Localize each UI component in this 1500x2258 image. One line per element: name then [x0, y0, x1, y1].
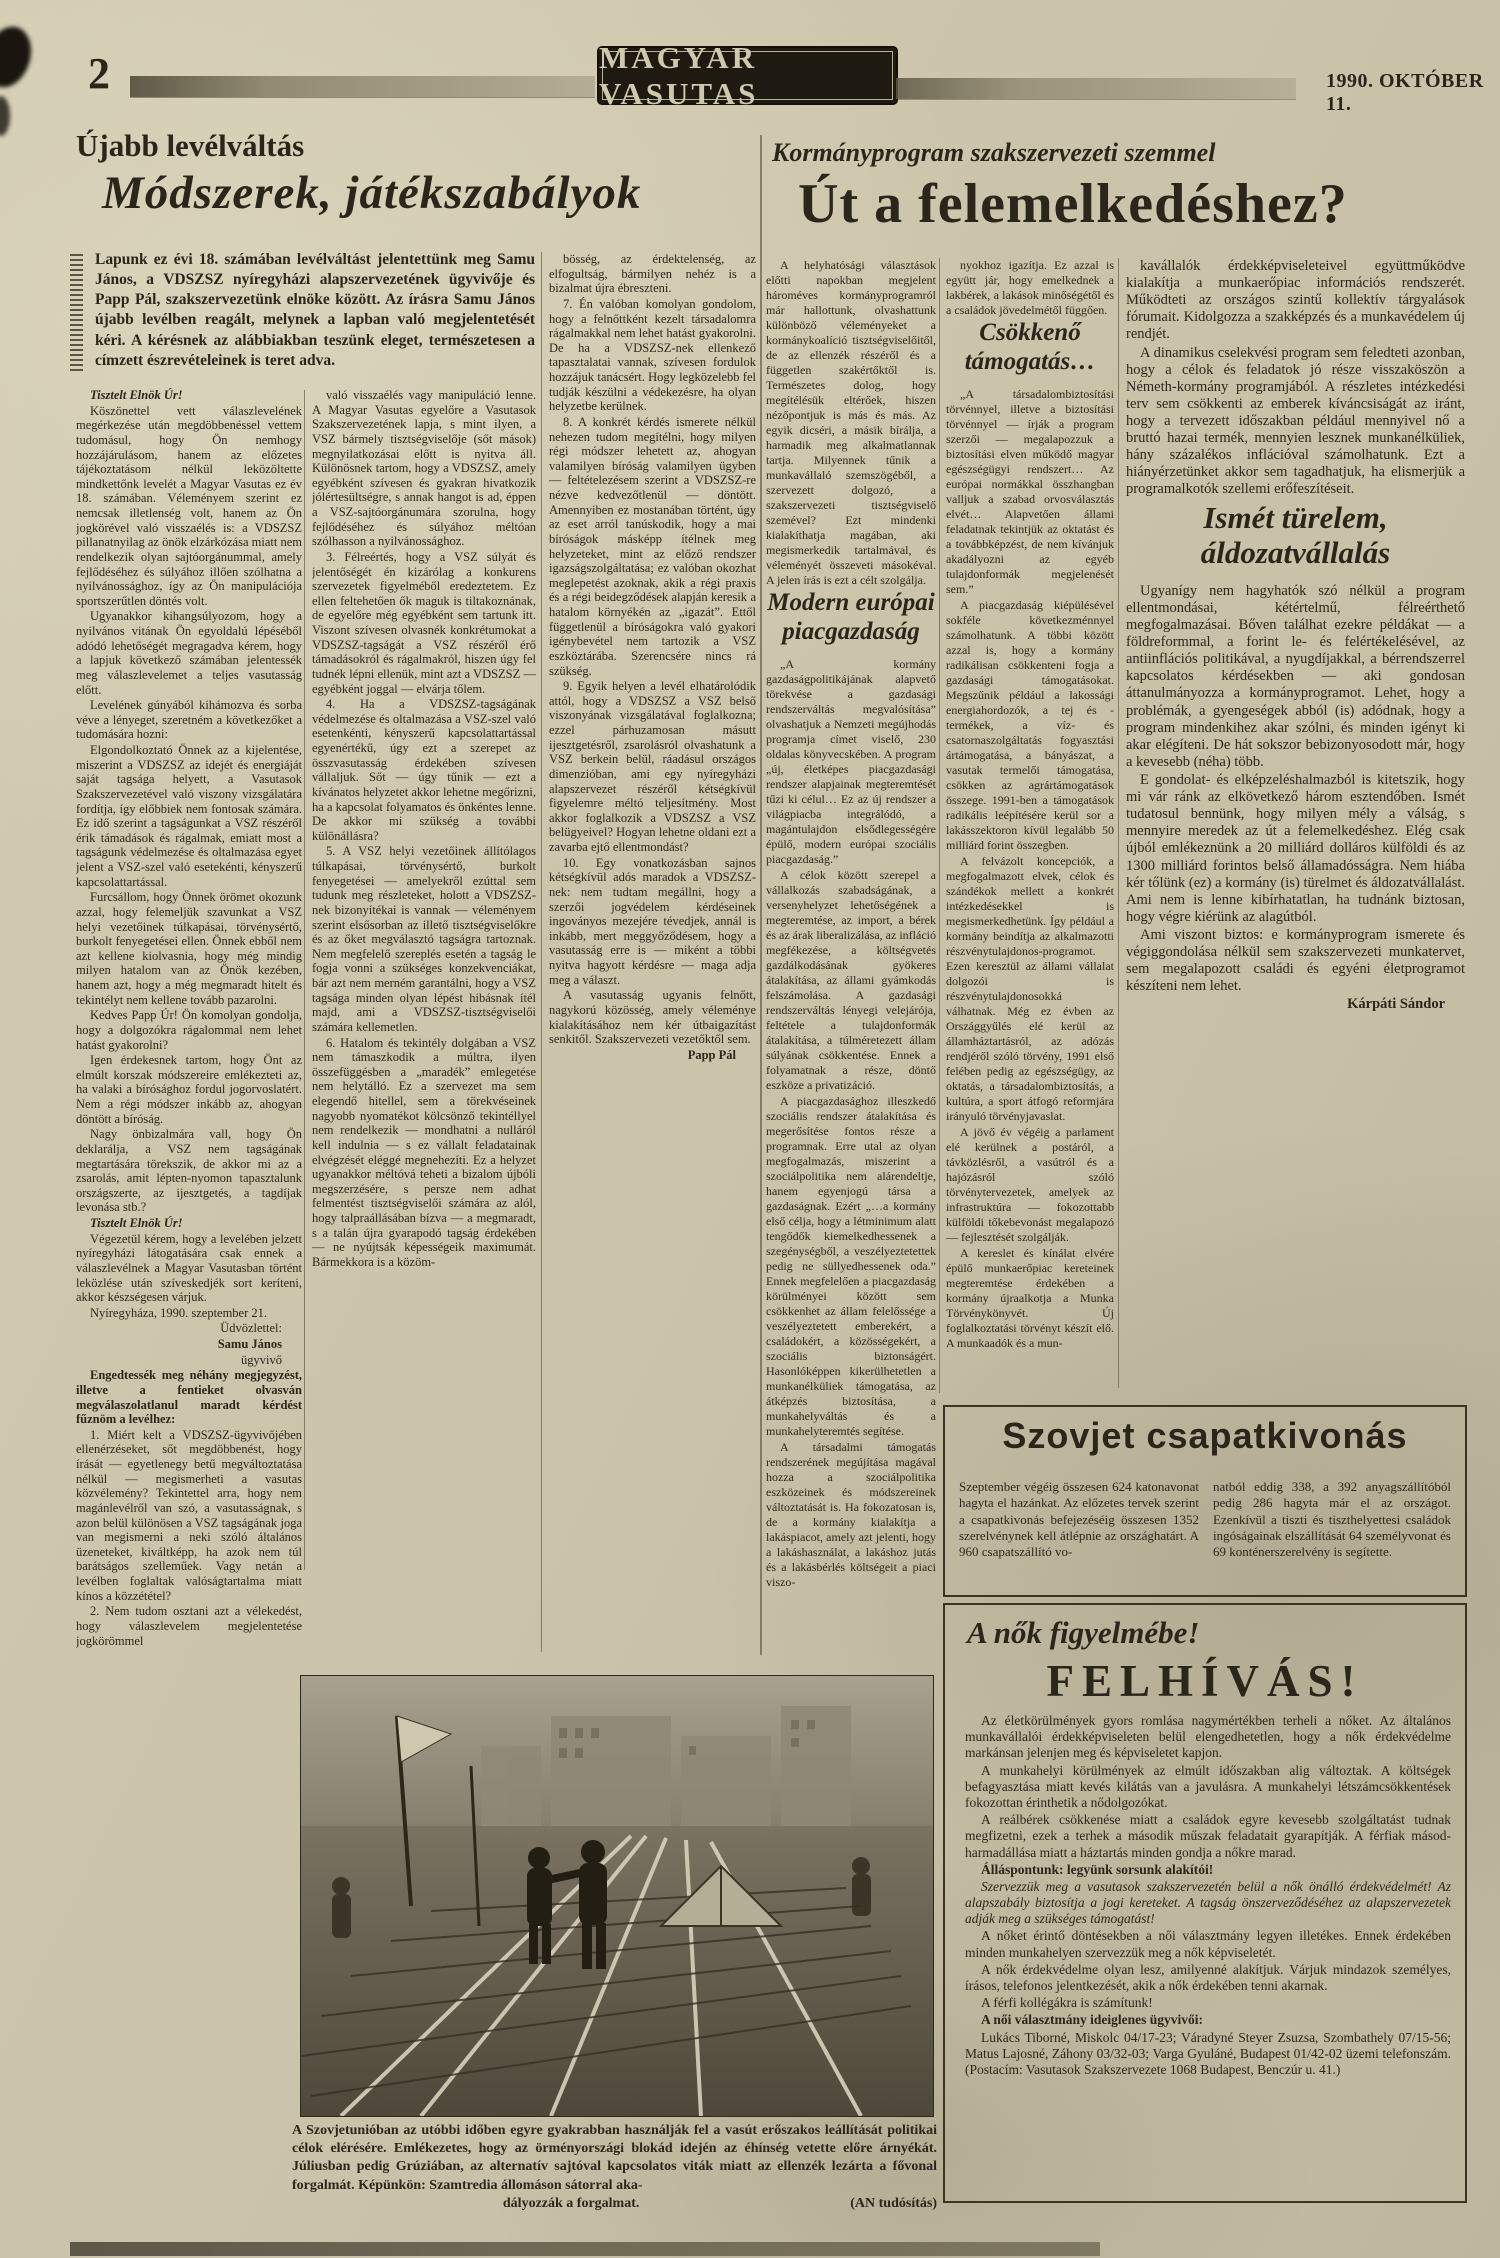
paragraph: A célok között szerepel a vállalkozás szabadságának, a versenyhelyzet lehetőségének a megteremtése, az import, a bérek és az árak liberalizálása, az infláció megfékezése, a költségvetés gazdálkodásának gyökeres átalakítása, az állami gyámkodás felszámolása. A gazdasági rendszerváltás lényegi velejárója, feltétele a tulajdonformák átalakítása, a túlméretezett állam súlyának csökkentése. Ennek a folyamatnak a része, döntő eszköze a privatizáció. [766, 867, 936, 1092]
women-box-headline: FELHÍVÁS! [1046, 1656, 1364, 1706]
section-rule [760, 135, 762, 1655]
paragraph: Az életkörülmények gyors romlása nagymértékben terheli a nőket. Az általános munkavállalói érdekképviseleten belül elengedhetetlen, hogy a nők érdekvédelme markánsan jelenjen meg és képviseletet kapjon. [965, 1713, 1451, 1761]
paragraph: Végezetül kérem, hogy a levelében jelzett nyíregyházi látogatására csak ennek a válaszlevélnek a Magyar Vasutasban történt leközlése után szíveskedjék sort keríteni, akkor készségesen várjuk. [76, 1231, 302, 1305]
main-article-column-2 [946, 258, 1114, 1393]
paragraph: 4. Ha a VDSZSZ-tagságának védelmezése és oltalmazása a VSZ-szel való esetenkénti, kényszerű kapcsolattartással egyenértékű, úgy ezt a szerepet az összvasutasság érdekében szívesen vállaljuk. Sőt — úgy tűnik — ezt a kívánatos helyzetet akkor lehetne megőrizni, ha a kapcsolat folyamatos és önkéntes lenne. De akkor mi szükség a további különállásra? [312, 697, 536, 843]
page-number: 2 [88, 49, 110, 98]
scan-smudge-topleft [0, 21, 39, 94]
paragraph: Ugyanakkor kihangsúlyozom, hogy a nyilvános vitának Ön egyoldalú lépéséből adódó lehetőségét megragadva kérem, hogy a lapjuk következő számában jelentessék meg válaszlevelemet a teljes vasutasság előtt. [76, 609, 302, 697]
paragraph: ügyvivő [241, 1352, 282, 1367]
column-rule [304, 390, 305, 1570]
paragraph: A munkahelyi körülmények az elmúlt időszakban alig változtak. A költségek befagyasztása miatt kevés kilátás van a javulásra. A munkahelyi létszámcsökkentések fokozottan érinthetik a nődolgozókat. [965, 1762, 1451, 1810]
women-box-body [965, 1713, 1451, 2193]
paragraph: 10. Egy vonatkozásban sajnos kétségkívül adós maradok a VDSZSZ-nek: nem tudtam megállni, hogy a szerzői jogvédelem kérdéseinek ingoványos mezejére tévedjek, annál is inkább, mert meggyőződésem, hogy a vasutasság erre is — miként a többi nyitva hagyott kérdésre — maga adja meg a választ. [549, 855, 756, 987]
main-article-headline: Út a felemelkedéshez? [798, 173, 1348, 235]
paragraph: Furcsállom, hogy Önnek örömet okozunk azzal, hogy felemeljük szavunkat a VSZ helyi vezetőinek túlkapásai, törvénysértő, burkolt fenyegetései ellen. Önnek ebből nem azt kellene kiolvasnia, hogy még mindig milyen hatalom van az Önök kezében, hanem azt, hogy a még megmaradt hitelt és tekintélyt nem kellene tovább pazarolni. [76, 890, 302, 1007]
paragraph: Igen érdekesnek tartom, hogy Önt az elmúlt korszak módszereire emlékezteti az, ha valaki a bírósághoz fordul jogorvoslatért. Nem a régi módszer inkább az, ahogyan döntött a bíróság. [76, 1053, 302, 1126]
paragraph: kavállalók érdekképviseleteivel együttműködve kialakítja a munkaerőpiac információs rendszerét. Működteti az országos szintű kollektív tárgyalások fórumait. Kidolgozza a szakképzés és a munkavédelem új rendjét. [1126, 258, 1465, 343]
lead-decoration [70, 254, 83, 374]
paragraph: bösség, az érdektelenség, az elfogultság, bármilyen nehéz is a bizalmat újra ébreszteni. [549, 252, 756, 296]
paragraph: Papp Pál [687, 1047, 736, 1062]
soviet-withdrawal-box [943, 1405, 1467, 1597]
paragraph: 8. A konkrét kérdés ismerete nélkül nehezen tudom megítélni, hogy milyen régi módszer lehetett az, ahogyan valamilyen bíróság valamilyen ügyben — feltételezésem szerint a VDSZSZ-re nézve kedvezőtlenül — döntött. Amennyiben ez mostanában történt, úgy az eset arról tanúskodik, hogy a mai bíróságok másképp ítélnek meg helyzeteket, mint az előző rendszer igazságszolgáltatása; ez valóban okozhat meglepetést azoknak, akik a régi praxis és a régi beidegződések alapján keresik a hatalom környékén az „igazát”. Ettől függetlenül a bíróságokra való gyakori igénybevétel nem tartozik a VSZ eszköztárába. Szerencsére nincs rá szükség. [549, 414, 756, 678]
scan-smudge-bottom [70, 2242, 1100, 2256]
paragraph: 9. Egyik helyen a levél elhatárolódik attól, hogy a VDSZSZ a VSZ belső viszonyának vizsgálatával foglalkozna; ezzel párhuzamosan másutt ijesztgetésről, zsarolásról olvashatunk a VSZ berkein belül, ráadásul országos dimenzióban, ami egy nyíregyházi alapszervezet részéről kétségkívül figyelemre méltó teljesítmény. Most akkor foglalkozik a VDSZSZ a VSZ belügyeivel? Hogyan lehetne oldani ezt a zavarba ejtő ellentmondást? [549, 679, 756, 854]
paragraph: A társadalmi támogatás rendszerének megújítása magával hozza a szociálpolitika eszközeinek és módszereinek változtatását is. Ha fokozatosan is, de a kormány kialakítja a lakáspiacot, amely azt jelenti, hogy a lakáshasználat, a lakáshoz jutás és a lakásbérlés költségeit a piaci viszo- [766, 1439, 936, 1589]
left-article-column-3 [549, 252, 756, 1612]
photo-rail-blockade [300, 1675, 934, 2117]
women-box-title: A nők figyelmébe! [967, 1615, 1200, 1650]
main-article-column-1 [766, 258, 936, 1654]
photo-caption: A Szovjetunióban az utóbbi időben egyre gyakrabban használják fel a vasút erőszakos leállítását politikai célok elérésére. Emlékezetes, hogy az örményországi blokád idején az éhínség vetette előre árnyékát. Júliusban pedig Grúziában, az alternatív sajtóval kapcsolatos viták miatt az ellenzék lezárta a fővonal forgalmát. Képünkön: Szamtredia állomáson sátorral aka- [292, 2123, 937, 2193]
left-article-headline: Módszerek, játékszabályok [102, 167, 642, 219]
issue-date: 1990. OKTÓBER 11. [1326, 70, 1484, 115]
paragraph: A helyhatósági választások előtti napokban megjelent hároméves kormányprogramról már hallottunk, olvashattunk különböző véleményeket a kormánykoalíció tisztségviselőitől, de az ellenzék részéről és a független szakértőktől is. Természetes dolog, hogy megítélésük eltérőek, hiszen nézőpontjuk is más és más. Az egyik dicséri, a másik bírálja, a harmadik meg alkalmatlannak tartja. Milyennek tűnik a munkavállaló szemszögéből, a szervezett dolgozó, a szakszervezeti tisztségviselő szemével? Ezt mindenki kialakíthatja magában, aki megismerkedik tartalmával, és véleményét összeveti másokéval. A jelen írás is ezt a célt szolgálja. [766, 258, 936, 587]
paragraph: A piacgazdasághoz illeszkedő szociális rendszer átalakítása és megerősítése fontos része a programnak. Erre utal az olyan megfogalmazás, miszerint a szociálpolitika nem alárendeltje, hanem egyenjogú társa a gazdaságnak. Ezért „…a kormány első célja, hogy a létminimum alatt tengődők kiemelkedhessenek a szegénységből, a veszélyeztetettek pedig ne süllyedhessenek oda.” Ennek megfelelően a piacgazdaság körülményei között sem csökkenhet az állam felelőssége a veszélyeztetett emberekért, a családokért, a közösségekért, a szociális biztonságért. Hasonlóképpen kikerülhetetlen a munkanélküliek támogatása, az átképzés biztosítása, a munkahelyváltás és a munkahelyteremtés segítése. [766, 1093, 936, 1438]
paragraph: Ugyanígy nem hagyhatók szó nélkül a program ellentmondásai, kétértelmű, félreérthető megfogalmazásai. Bőven találhat ezekre példákat — a földreformmal, a forint le- és felértékelésével, az antiinflációs politikával, a nyugdíjakkal, a bérrendszerrel kapcsolatos kérdésekben — aki gondosan áttanulmányozza a kormányprogramot. Lehet, hogy a problémák, a gyengeségek abból (is) adódnak, hogy a program mindenkihez akar szólni, és minden igényt ki akar elégíteni. De hát sokszor bebizonyosodott már, hogy a kevesebb (néha) több. [1126, 582, 1465, 770]
paragraph: 5. A VSZ helyi vezetőinek állítólagos túlkapásai, törvénysértő, burkolt fenyegetései — amelyekről ezúttal sem tudunk meg részleteket, holott a VDSZSZ-nek bizonyítékai is vannak — véleményem szerint elsősorban az illető tisztségviselőkre és az őket megválasztó tagságra tartoznak. Nem megfelelő szereplés esetén a tagság le fogja vonni a szükséges konzekvenciákat, bár azt nem merném garantálni, hogy a VSZ tagsága minden olyan lépést hibásnak ítél majd, ami a VDSZSZ-tisztségviselői számára kellemetlen. [312, 844, 536, 1034]
paragraph: való visszaélés vagy manipuláció lenne. A Magyar Vasutas egyelőre a Vasutasok Szakszervezetének lapja, s mint ilyen, a VSZ bármely tisztségviselője (sőt mások) megnyilatkozásai előtt is nyitva áll. Különösnek tartom, hogy a VDSZSZ, amely egyébként szívesen és gyakran hivatkozik jólértesültségre, s annak hangot is ad, éppen a VSZ-sajtóorgánumára szorulna, hogy fejlődéséhez és súlyához méltóan szólhasson a nyilvánossághoz. [312, 388, 536, 549]
paragraph: Kárpáti Sándor [1347, 996, 1445, 1013]
paragraph: A férfi kollégákra is számítunk! [981, 1995, 1153, 2011]
paragraph: A jövő év végéig a parlament elé kerülnek a postáról, a távközlésről, a vasútról és a hajózásról szóló törvénytervezetek, amelyek az infrastruktúra — fokozottabb külföldi tőkebevonást megalapozó — fejlesztését szolgálják. [946, 1124, 1114, 1244]
paragraph: 6. Hatalom és tekintély dolgában a VSZ nem támaszkodik a múltra, ilyen összefüggésben a „maradék” emlegetése nem helytálló. Ez a szervezet ma sem elegendő hitellel, sem a törekvéseinek nagyobb nyomatékot kölcsönző tekintéllyel nem rendelkezik — mondhatni a nulláról kell indulnia — s ez vállalt feladatainak elvégzését eléggé megnehezíti. Ez a helyzet ugyanakkor méltóvá teheti a bizalom újbóli megszerzésére, s persze nem adhat felmentést tisztségviselői számára az alól, hogy talpraállásában bízva — a megmaradt, s a talán újra gyarapodó tagság érdekében — ne nyújtsák képességeik maximumát. Bármekkora is a közöm- [312, 1035, 536, 1269]
caption-credit: (AN tudósítás) [850, 2196, 937, 2211]
photo-illustration [301, 1676, 933, 2116]
paragraph: A piacgazdaság kiépülésével sokféle következménnyel számolhatunk. A többi között azzal is, hogy a kormány radikálisan csökkenteni fogja a gazdasági támogatásokat. Megszűnik például a lakossági energiahordozók, a tej és -termékek, a víz- és csatornaszolgáltatás fogyasztási ártámogatása, a bányászat, a vasutak termelői támogatása, csökken az agrártámogatások összege. 1991-ben a támogatások radikális leépítésére kerül sor a lakásszektoron kívül legalább 50 milliárd forint összegben. [946, 597, 1114, 852]
paragraph: Nagy önbizalmára vall, hogy Ön deklarálja, a VSZ nem tagságának megtartására törekszik, de akkor mi az a zsarolás, amit lépten-nyomon tapasztalunk országszerte, az ijesztgetés, a tagdíjak levonása stb.? [76, 1127, 302, 1215]
soviet-box-column-2: natból eddig 338, a 392 anyagszállítóból pedig 286 hagyta már el az országot. Ezenkívül a tiszti és tiszthelyettesi családok ingóságainak elszállítását 64 személyvonat és 69 konténerszerelvény is segítette. [1213, 1479, 1451, 1559]
paragraph: Lukács Tiborné, Miskolc 04/17-23; Váradyné Steyer Zsuzsa, Szombathely 07/15-56; Matus Lajosné, Záhony 03/32-03; Varga Gyuláné, Budapest 01/42-02 üzemi telefonszám. (Postacím: Vasutasok Szakszervezete 1068 Budapest, Benczúr u. 41.) [965, 2029, 1451, 2077]
masthead-title: MAGYAR VASUTAS [597, 46, 898, 105]
left-article-lead: Lapunk ez évi 18. számában levélváltást jelentettünk meg Samu János, a VDSZSZ nyíregyházi alapszervezetének ügyvivője és Papp Pál, szakszervezetünk elnöke között. Az írásra Samu János újabb levélben reagált, melynek a lapban való megjelentetését kéri. A kérésnek az alábbiakban teszünk eleget, természetesen a címzett észrevételeinek is teret adva. [95, 251, 535, 369]
main-article-kicker: Kormányprogram szakszervezeti szemmel [772, 138, 1216, 167]
paragraph: Engedtessék meg néhány megjegyzést, illetve a fentieket olvasván megválaszolatlanul maradt kérdést fűznöm a levélhez: [76, 1368, 302, 1427]
paragraph: Samu János [217, 1337, 282, 1351]
paragraph: A felvázolt koncepciók, a megfogalmazott elvek, célok és szándékok mellett a konkrét intézkedésekkel is megismerkedhetünk. Így például a kormány beindítja az alkalmazotti részvénytulajdonos-programot. Ezen keresztül az állami vállalat dolgozói is részvénytulajdonosokká válhatnak. Még ez évben az Országgyűlés elé kerül az államháztartásról, az adózás rendjéről szóló törvény, 1991 első felében pedig az egészségügy, az oktatás, a társadalombiztosítás, a kultúra, a sport átfogó reformjára irányuló törvényjavaslat. [946, 853, 1114, 1123]
column-rule [541, 252, 542, 1652]
soviet-box-column-1: Szeptember végéig összesen 624 katonavonat hagyta el hazánkat. Az előzetes tervek szerint a csapatkivonás befejezéséig összesen 1352 szerelvénynek kell átlépnie az országhatárt. A 960 csapatszállító vo- [959, 1479, 1199, 1559]
paragraph: E gondolat- és elképzeléshalmazból is kitetszik, hogy mi vár ránk az elkövetkező három esztendőben. Ismét tudatosul bennünk, hogy milyen mély a válság, s mennyire meredek az út a felemelkedéshez. Elég csak újból emlékeznünk a 20 milliárd dolláros külföldi és az 1300 milliárd forintos belső államadósságra. Nem hiába kér tőlünk (ez) a kormány (is) türelmet és áldozatvállalást. Ami nem is lenne kibírhatatlan, ha tudnánk biztosan, hogy végre kiérünk az alagútból. [1126, 772, 1465, 925]
paragraph: Ami viszont biztos: e kormányprogram ismerete és végiggondolása nélkül sem szakszervezeti munkatervet, sem megalapozott családi és egyéni életprogramot készíteni nem lehet. [1126, 927, 1465, 995]
paragraph: 3. Félreértés, hogy a VSZ súlyát és jelentőségét én kizárólag a konkurens szervezetek figyelméből eredeztetem. Ez ellen feltehetően ők maguk is tiltakoznának, de egyelőre még egyébként sem tartunk itt. Viszont szívesen olvasnék konkrétumokat a VDSZSZ-tagságát a VSZ részéről érő támadásokról és rágalmakról, hiszen úgy fel tudnék lépni ellenük, mint azt a VDSZSZ — egyébként joggal — elvárja tőlem. [312, 549, 536, 696]
paragraph: A nők érdekvédelme olyan lesz, amilyenné alakítjuk. Várjuk mindazok személyes, írásos, telefonos jelentkezését, akik a nők érdekében tenni akarnak. [965, 1961, 1451, 1993]
paragraph: Nyíregyháza, 1990. szeptember 21. [90, 1305, 268, 1320]
left-article-column-2 [312, 388, 536, 1563]
paragraph: A vasutasság ugyanis felnőtt, nagykorú közösség, amely véleménye kialakításához nem kér útbaigazítást senkitől. Szakszervezeti vezetőktől sem. [549, 988, 756, 1047]
paragraph: Tisztelt Elnök Úr! [90, 388, 183, 402]
paragraph: Szervezzük meg a vasutasok szakszervezetén belül a nők önálló érdekvédelmét! Az alapszabály biztosítja a jogi kereteket. A tagság önszerveződéséhez az alapszervezetek adják meg a szükséges támogatást! [965, 1878, 1451, 1927]
left-article-kicker: Újabb levélváltás [76, 128, 305, 163]
column-rule [1118, 258, 1119, 1388]
soviet-box-title: Szovjet csapatkivonás [1002, 1415, 1408, 1456]
paragraph: Csökkenő támogatás… [964, 319, 1096, 375]
paragraph: Tisztelt Elnök Úr! [90, 1216, 183, 1230]
header-rule-left [130, 76, 595, 97]
paragraph: „A társadalombiztosítási törvénnyel, illetve a biztosítási törvénnyel — írják a program szerzői — megalapozzuk a biztosítási elven működő magyar egészségügyi rendszert… Az európai normákkal összhangban valljuk a szabad orvosválasztás elvét… Alapvetően állami feladatnak tekintjük az oktatást és a továbbképzést, de nem kívánjuk akadályozni az egyéb tulajdonformák megjelenését sem.” [946, 386, 1114, 596]
caption-end: dályozzák a forgalmat. [502, 2196, 640, 2211]
left-article-column-1 [76, 388, 302, 2160]
column-rule [939, 258, 940, 1393]
paragraph: nyokhoz igazítja. Ez azzal is együtt jár, hogy emelkednek a lakbérek, a lakások minőségétől és a családok jövedelmétől függően. [946, 258, 1114, 317]
paragraph: A nőket érintő döntésekben a női választmány legyen illetékes. Ennek érdekében minden munkahelyen szervezzük meg a nők képviseletét. [965, 1928, 1451, 1960]
paragraph: Álláspontunk: legyünk sorsunk alakítói! [981, 1861, 1214, 1877]
paragraph: A női választmány ideiglenes ügyvivői: [981, 2012, 1204, 2028]
paragraph: „A kormány gazdaságpolitikájának alapvető törekvése a gazdasági rendszerváltás megvalósítása” olvashatjuk a Nemzeti megújhodás programja címet viselő, 230 oldalas könyvecskében. A program „új, életképes piacgazdasági rendszer alapjainak megteremtését tűzi ki célul… Ez az új rendszer a világpiacba integrálódó, a magántulajdon elsődlegességére épülő, modern európai szociális piacgazdaság.” [766, 656, 936, 866]
women-appeal-box [943, 1603, 1467, 2203]
paragraph: Köszönettel vett válaszlevelének megérkezése után megdöbbenéssel vettem tudomásul, hogy Ön nemhogy hozzájárulásom, hanem az előzetes tájékoztatásom nélkül leközöltette mindkettőnk levelét a Magyar Vasutas ez év 18. számában. Véleményem szerint ez nemcsak illetlenség volt, hanem az Ön jogkörével való visszaélés is: a VDSZSZ pillanatnyilag az önök elzárkózása miatt nem rendelkezik olyan sajtóorgánummal, amely fejlődéséhez és súlyához illően szólhatna a nyilvánossághoz, így az Ön manipulációja sportszerűtlen döntés volt. [76, 403, 302, 608]
scan-smudge-left [0, 96, 10, 136]
paragraph: Levelének gúnyából kihámozva és sorba véve a lényeget, szeretném a következőket a tudomására hozni: [76, 698, 302, 742]
paragraph: 1. Miért kelt a VDSZSZ-ügyvivőjében ellenérzéseket, sőt megdöbbenést, hogy írását — egyetlenegy betű megváltoztatása nélkül — megismerheti a vasutas közvélemény? Tekintettel arra, hogy nem magánlevélről van szó, a vasutasságnak, s azon belül különösen a VSZ tagságának joga van megismerni a neki szóló általános üzeneteket, kiváltképp, ha azok nem túl barátságos szelleműek. Vagy netán a levélben foglaltak valóságtartalma miatt kínos a közzététel? [76, 1427, 302, 1603]
paragraph: Üdvözlettel: [220, 1321, 282, 1336]
main-article-wide-column [1126, 258, 1465, 1393]
paragraph: A dinamikus cselekvési program sem feledteti azonban, hogy a célok és feladatok jó része visszaköszön a Németh-kormány programjából. A részletes intézkedési terv sem csökkenti az emberek kíváncsiságát az iránt, hogy a tervezett időszakban például mennyivel nő a bruttó hazai termék, mennyien lesznek munkanélküliek, hány százalékos inflációval számolhatunk. Ezt a hiányérzetünket akkor sem tagadhatjuk, ha elismerjük a programalkotók szellemi erőfeszítéseit. [1126, 344, 1465, 498]
paragraph: Elgondolkoztató Önnek az a kijelentése, miszerint a VDSZSZ az idejét és energiáját saját tagsága helyett, a Vasutasok Szakszervezetével való viszony vizsgálatára fordítja, így előbbiek nem fontosak számára. Ez idő szerint a tagságunkat a VSZ részéről érik támadások és rágalmak, emiatt most a tagságunk védelmezése és oltalmazása egyet jelent a VSZ-szel való esetekénti, kényszerű kapcsolattartással. [76, 743, 302, 889]
paragraph: Kedves Papp Úr! Ön komolyan gondolja, hogy a dolgozókra rágalommal nem lehet hatást gyakorolni? [76, 1008, 302, 1052]
photo-caption-lastline [292, 2196, 937, 2212]
paragraph: A kereslet és kínálat elvére épülő munkaerőpiac kereteinek megteremtése érdekében a kormány újraalkotja a Munka Törvénykönyvét. Új foglalkoztatási törvényt készít elő. A munkaadók és a mun- [946, 1245, 1114, 1350]
paragraph: 7. Én valóban komolyan gondolom, hogy a felnőttként kezelt társadalomra rágalmakkal nem lehet hatást gyakorolni. De ha a VDSZSZ-nek ellenkező tapasztalatai vannak, szívesen fordulok hozzájuk tanácsért. Hogy legközelebb fel tudják készülni a védekezésre, ha olyan helyzetbe kerülnek. [549, 296, 756, 414]
paragraph: Ismét türelem, áldozatvállalás [1200, 499, 1391, 571]
header-rule-right [896, 78, 1296, 99]
paragraph: Modern európai piacgazdaság [767, 589, 935, 645]
paragraph: 2. Nem tudom osztani azt a vélekedést, hogy válaszlevelem megjelentetése jogkörömmel [76, 1604, 302, 1648]
paragraph: A reálbérek csökkenése miatt a családok egyre kevesebb szolgáltatást tudnak megfizetni, ezek a terhek a második műszak feladatait gyarapítják. A férfiak másod- harmadállása miatt a háztartás minden gondja a nőkre marad. [965, 1812, 1451, 1860]
